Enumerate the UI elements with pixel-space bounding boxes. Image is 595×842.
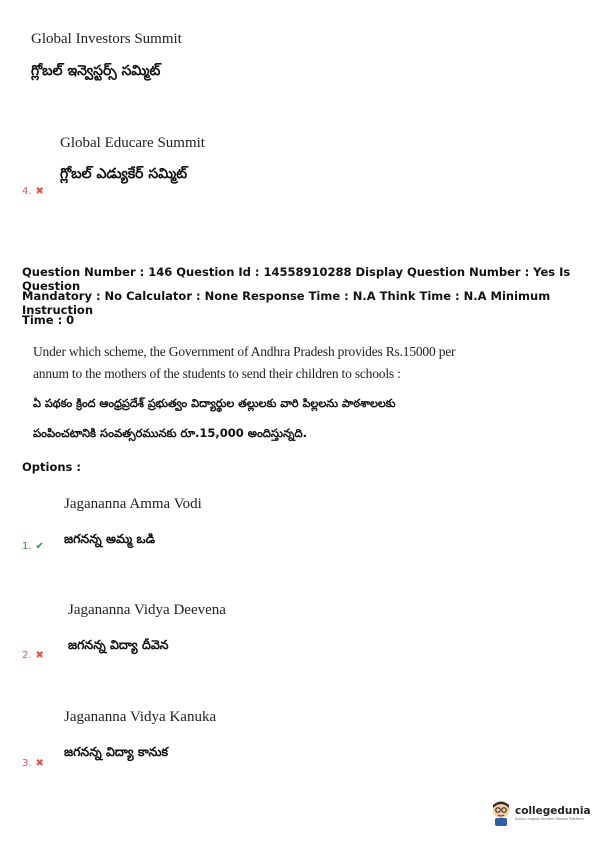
- option-number: 4.: [22, 186, 32, 197]
- option-number: 2.: [22, 650, 32, 661]
- option2-english: Jagananna Vidya Deevena: [68, 602, 226, 618]
- prev-option4-english: Global Educare Summit: [60, 135, 205, 151]
- checkmark-icon: ✔: [35, 541, 44, 552]
- option3-telugu: జగనన్న విద్యా కానుక: [64, 744, 169, 759]
- option-number: 3.: [22, 758, 32, 769]
- question-meta-line1: Question Number : 146 Question Id : 14558910288 Display Question Number : Yes Is Question: [22, 265, 571, 293]
- question-meta-line2: Mandatory : No Calculator : None Response Time : N.A Think Time : N.A Minimum Instruction: [22, 289, 551, 317]
- question-meta-line3: Time : 0: [22, 313, 75, 327]
- logo-tagline: India's largest Student Review Platform: [515, 817, 584, 821]
- cross-icon: ✖: [35, 650, 44, 661]
- collegedunia-logo: [490, 800, 591, 826]
- option1-english: Jagananna Amma Vodi: [64, 496, 202, 512]
- question-english-line1: Under which scheme, the Government of Andhra Pradesh provides Rs.15000 per: [33, 344, 456, 359]
- question-telugu-line2: పంపించటానికి సంవత్సరమునకు రూ.15,000 అందిస్తున్నది.: [33, 426, 307, 440]
- prev-option4-telugu: గ్లోబల్ ఎడ్యుకేర్ సమ్మిట్: [60, 166, 188, 182]
- mascot-icon: [490, 800, 512, 826]
- option-number: 1.: [22, 541, 32, 552]
- cross-icon: ✖: [35, 758, 44, 769]
- question-telugu-line1: ఏ పథకం క్రింద ఆంధ్రప్రదేశ్ ప్రభుత్వం విద్యార్థుల తల్లులకు వారి పిల్లలను పాఠశాలలకు: [33, 397, 396, 410]
- question-english-line2: annum to the mothers of the students to send their children to schools :: [33, 366, 401, 381]
- logo-name: collegedunia: [515, 805, 591, 817]
- option2-marker: [22, 650, 44, 661]
- option1-telugu: జగనన్న అమ్మ ఒడి: [64, 531, 155, 546]
- option2-telugu: జగనన్న విద్యా దీవెన: [68, 637, 169, 652]
- prev-option3-telugu: గ్లోబల్ ఇన్వెస్టర్స్ సమ్మిట్: [31, 63, 161, 79]
- cross-icon: ✖: [35, 186, 44, 197]
- option3-english: Jagananna Vidya Kanuka: [64, 709, 217, 725]
- options-label: Options :: [22, 460, 81, 474]
- prev-option4-marker: [22, 186, 44, 197]
- prev-option3-english: Global Investors Summit: [31, 31, 182, 47]
- option1-marker: [22, 541, 44, 552]
- option3-marker: [22, 758, 44, 769]
